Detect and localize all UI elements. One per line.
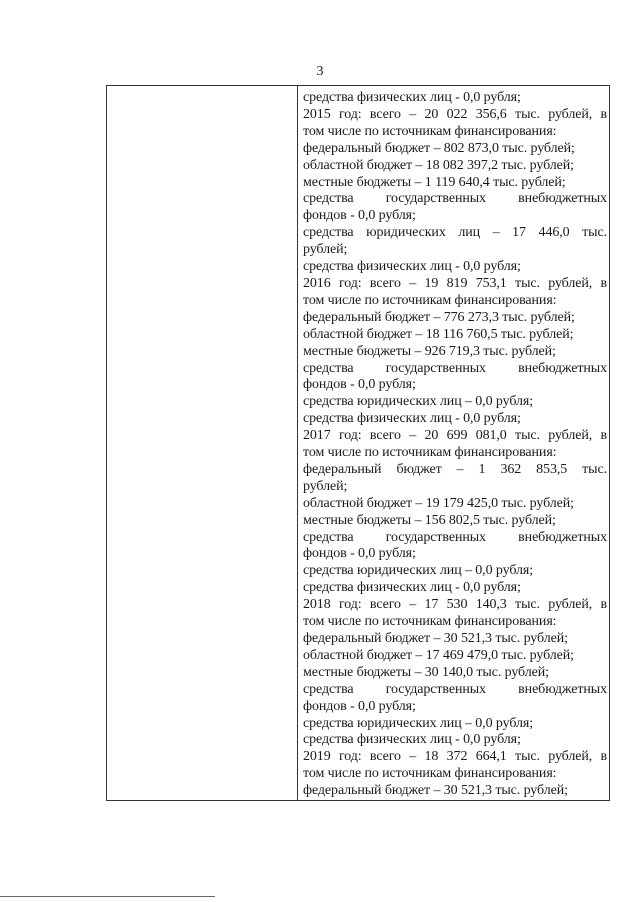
text-line: 2017 год: всего – 20 699 081,0 тыс. рублей, в [303, 428, 607, 444]
text-line: фондов - 0,0 рубля; [303, 546, 416, 562]
text-line: средства физических лиц - 0,0 рубля; [303, 411, 521, 427]
text-line: том числе по источникам финансирования: [303, 292, 557, 308]
text-line: средства физических лиц - 0,0 рубля; [303, 580, 521, 596]
text-line: средства государственных внебюджетных [303, 529, 607, 545]
text-line: местные бюджеты – 1 119 640,4 тыс. рублей; [303, 174, 566, 190]
footer-rule [0, 896, 215, 897]
text-line: федеральный бюджет – 1 362 853,5 тыс. [303, 461, 607, 477]
text-line: средства юридических лиц – 17 446,0 тыс. [303, 225, 607, 241]
text-line: федеральный бюджет – 30 521,3 тыс. рублей; [303, 783, 568, 799]
table-right-cell [303, 90, 607, 800]
text-line: областной бюджет – 17 469 479,0 тыс. рублей; [303, 647, 574, 663]
text-line: средства государственных внебюджетных [303, 681, 607, 697]
text-line: фондов - 0,0 рубля; [303, 208, 416, 224]
text-line: средства физических лиц - 0,0 рубля; [303, 90, 521, 105]
text-line: областной бюджет – 18 082 397,2 тыс. рублей; [303, 157, 574, 173]
text-line: фондов - 0,0 рубля; [303, 377, 416, 393]
text-line: средства юридических лиц – 0,0 рубля; [303, 394, 534, 410]
text-line: федеральный бюджет – 776 273,3 тыс. рублей; [303, 309, 575, 325]
text-line: местные бюджеты – 156 802,5 тыс. рублей; [303, 512, 556, 528]
column-divider [297, 86, 298, 800]
text-line: том числе по источникам финансирования: [303, 766, 557, 782]
page-number: 3 [316, 64, 324, 79]
text-line: средства государственных внебюджетных [303, 360, 607, 376]
text-line: средства физических лиц - 0,0 рубля; [303, 259, 521, 275]
funding-table [106, 85, 610, 801]
text-line: федеральный бюджет – 30 521,3 тыс. рублей; [303, 631, 568, 646]
text-line: том числе по источникам финансирования: [303, 614, 557, 630]
text-line: том числе по источникам финансирования: [303, 445, 557, 461]
text-line: местные бюджеты – 30 140,0 тыс. рублей; [303, 664, 549, 680]
text-line: рублей; [303, 478, 348, 494]
text-line: федеральный бюджет – 802 873,0 тыс. рублей; [303, 140, 575, 156]
text-line: фондов - 0,0 рубля; [303, 698, 416, 714]
text-line: средства государственных внебюджетных [303, 191, 607, 207]
text-line: 2019 год: всего – 18 372 664,1 тыс. рублей, в [303, 749, 607, 765]
text-line: областной бюджет – 18 116 760,5 тыс. рублей; [303, 326, 574, 342]
text-line: 2018 год: всего – 17 530 140,3 тыс. рублей, в [303, 597, 607, 613]
text-line: 2016 год: всего – 19 819 753,1 тыс. рублей, в [303, 275, 607, 291]
text-line: том числе по источникам финансирования: [303, 123, 557, 139]
text-line: средства физических лиц - 0,0 рубля; [303, 732, 521, 748]
text-line: областной бюджет – 19 179 425,0 тыс. рублей; [303, 495, 574, 511]
text-line: средства юридических лиц – 0,0 рубля; [303, 715, 534, 731]
text-line: средства юридических лиц – 0,0 рубля; [303, 563, 534, 579]
text-line: местные бюджеты – 926 719,3 тыс. рублей; [303, 343, 556, 359]
text-line: 2015 год: всего – 20 022 356,6 тыс. рублей, в [303, 106, 607, 122]
text-line: рублей; [303, 242, 348, 258]
